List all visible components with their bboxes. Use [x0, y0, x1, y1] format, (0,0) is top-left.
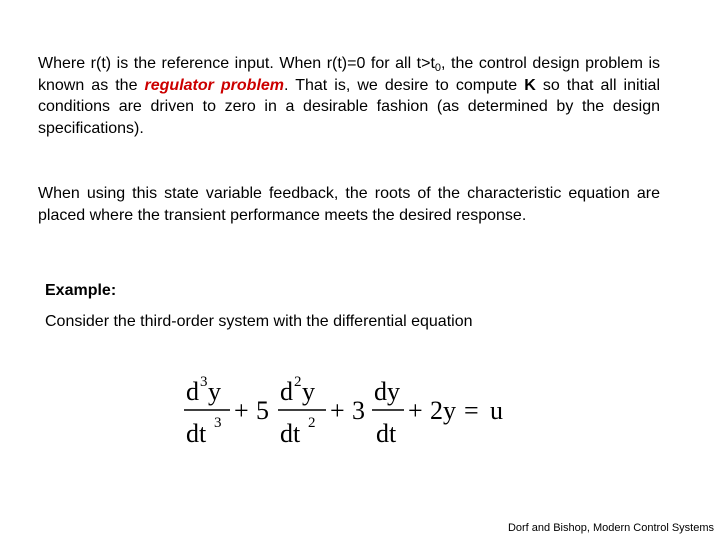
eq-coef-3: 3 — [352, 396, 365, 425]
regulator-problem-highlight: regulator problem — [144, 76, 285, 94]
p1-text-4: so that all initial conditions are driven to zero in a desirable fashion (as determined by the design specifications). — [38, 76, 661, 137]
example-text: Consider the third-order system with the differential equation — [45, 313, 473, 330]
paragraph-regulator-problem — [38, 53, 660, 139]
eq-plus-3: + — [408, 396, 423, 425]
eq-t1-num-y: y — [208, 377, 221, 406]
eq-plus-1: + — [234, 396, 249, 425]
p1-text-2: , the control design problem is known as the — [38, 55, 660, 94]
eq-t3-num: dy — [374, 377, 400, 406]
eq-plus-2: + — [330, 396, 345, 425]
p1-text-1: Where r(t) is the reference input. When r(t)=0 for all t>t — [38, 55, 435, 72]
p1-text-3: . That is, we desire to compute — [284, 76, 525, 94]
eq-t2-num-exp: 2 — [294, 374, 302, 390]
eq-t1-den-dt: dt — [186, 419, 207, 448]
eq-t3-den: dt — [376, 419, 397, 448]
eq-coef-5: 5 — [256, 396, 269, 425]
citation: Dorf and Bishop, Modern Control Systems — [507, 522, 714, 534]
eq-t1-num-d: d — [186, 377, 199, 406]
gain-k-bold: K — [524, 76, 536, 94]
paragraph-state-feedback: When using this state variable feedback, the roots of the characteristic equation are placed where the transient performance meets the desired response. — [38, 185, 660, 224]
example-label: Example: — [45, 282, 117, 299]
eq-rhs-u: u — [490, 396, 503, 425]
eq-t1-den-exp: 3 — [214, 415, 222, 431]
eq-t2-den-dt: dt — [280, 419, 301, 448]
eq-t2-den-exp: 2 — [308, 415, 316, 431]
eq-t2-num-y: y — [302, 377, 315, 406]
differential-equation — [180, 368, 520, 454]
p1-subscript: 0 — [434, 62, 442, 74]
eq-equals: = — [464, 396, 479, 425]
eq-term-2y: 2y — [430, 396, 456, 425]
eq-t2-num-d: d — [280, 377, 293, 406]
eq-t1-num-exp: 3 — [200, 374, 208, 390]
